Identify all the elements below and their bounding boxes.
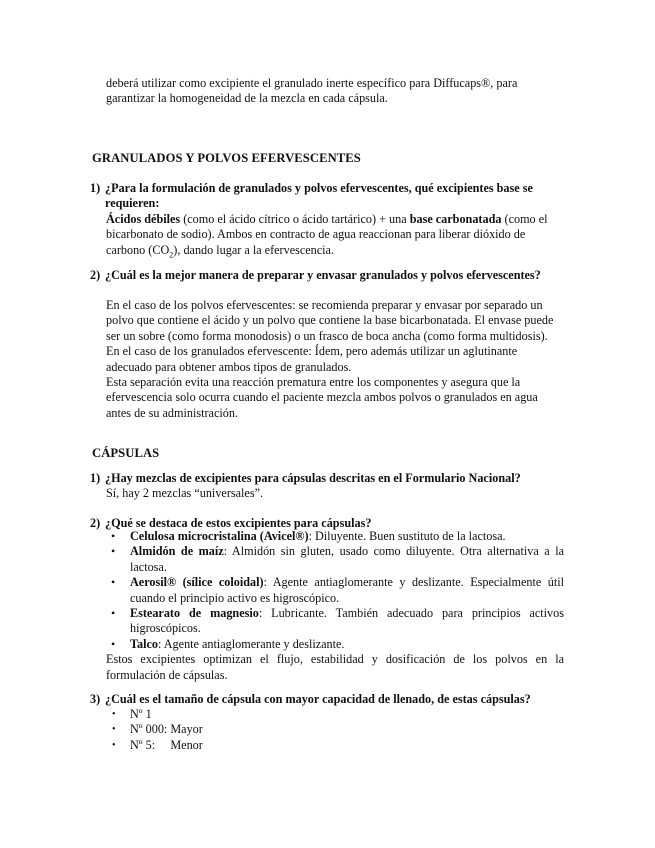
- question-number: 3): [90, 692, 101, 706]
- answer-text: (como el bicarbonato de sodio). Ambos en contracto de agua reaccionan para liberar dióxido de carbono (CO: [106, 212, 548, 257]
- size-label: Nº 000: Mayor: [130, 722, 203, 737]
- bold-term: Aerosil® (sílice coloidal): [130, 575, 264, 590]
- question-number: 2): [90, 516, 101, 530]
- bold-term: base carbonatada: [409, 212, 502, 226]
- excipient-list: [106, 529, 564, 652]
- list-item: [106, 738, 564, 753]
- bold-term: Almidón de maíz: [130, 544, 224, 559]
- bold-term: Celulosa microcristalina (Avicel®): [130, 529, 309, 543]
- item-desc: : Diluyente. Buen sustituto de la lactosa.: [308, 529, 506, 543]
- section-title-efervescentes: GRANULADOS Y POLVOS EFERVESCENTES: [92, 151, 361, 165]
- answer-2-efervescentes: [106, 298, 564, 421]
- subscript: 2: [169, 250, 174, 260]
- list-item: [106, 707, 564, 722]
- bold-term: Ácidos débiles: [106, 212, 181, 226]
- bullet: •: [112, 709, 116, 720]
- question-3-capsulas: [90, 692, 560, 707]
- item-desc: : Lubricante. También adecuado para principios activos higroscópicos.: [130, 606, 564, 636]
- question-text: ¿Cuál es el tamaño de cápsula con mayor capacidad de llenado, de estas cápsulas?: [105, 692, 531, 706]
- list-item: [106, 637, 564, 652]
- question-text: ¿Cuál es la mejor manera de preparar y envasar granulados y polvos efervescentes?: [105, 268, 541, 282]
- size-label: Nº 5: Menor: [130, 737, 203, 752]
- bullet: •: [111, 606, 116, 621]
- section-title-capsulas: CÁPSULAS: [92, 446, 160, 460]
- item-desc: : Agente antiaglomerante y deslizante.: [158, 636, 345, 651]
- bullet: •: [111, 544, 116, 559]
- answer-2-capsulas: [106, 529, 564, 683]
- list-item: [106, 722, 564, 737]
- closing-paragraph: Estos excipientes optimizan el flujo, estabilidad y dosificación de los polvos en la formulación de cápsulas.: [106, 652, 564, 682]
- item-desc: : Almidón sin gluten, usado como diluyente. Otra alternativa a la lactosa.: [130, 544, 565, 574]
- bold-term: Estearato de magnesio: [130, 606, 259, 621]
- bullet: •: [111, 636, 116, 651]
- size-label: Nº 1: [130, 707, 152, 721]
- list-item: [106, 544, 564, 575]
- item-desc: : Agente antiaglomerante y deslizante. Especialmente útil cuando el principio activo es higroscópico.: [130, 575, 565, 605]
- list-item: [106, 606, 564, 637]
- question-1-capsulas: [90, 471, 560, 486]
- question-text: ¿Para la formulación de granulados y polvos efervescentes, qué excipientes base se requieren:: [105, 181, 533, 211]
- answer-1-efervescentes: [106, 212, 564, 258]
- list-item: [106, 575, 564, 606]
- question-text: ¿Hay mezclas de excipientes para cápsulas descritas en el Formulario Nacional?: [105, 471, 521, 485]
- answer-paragraph: En el caso de los granulados efervescente: Ídem, pero además utilizar un aglutinante adecuado para obtener ambos tipos de granulados.: [106, 344, 518, 374]
- bullet: •: [112, 739, 116, 751]
- question-number: 1): [90, 471, 101, 485]
- answer-paragraph: Esta separación evita una reacción prematura entre los componentes y asegura que la efervescencia solo ocurra cuando el paciente mezcla ambos polvos o granulados en agua antes de su administración.: [106, 375, 538, 420]
- list-item: [106, 529, 564, 544]
- question-2-efervescentes: [90, 268, 560, 283]
- bold-term: Talco: [130, 636, 158, 651]
- capsule-size-list: [106, 707, 564, 753]
- question-1-efervescentes: [90, 181, 560, 212]
- answer-3-capsulas: [106, 707, 564, 753]
- question-number: 2): [90, 268, 101, 282]
- answer-paragraph: En el caso de los polvos efervescentes: se recomienda preparar y envasar por separado un polvo que contiene el ácido y un polvo que contiene la base bicarbonatada. El envase puede ser un sobre (como forma monodosis) o un frasco de boca ancha (como forma multidosis).: [106, 298, 554, 343]
- answer-1-capsulas: Sí, hay 2 mezclas “universales”.: [106, 486, 264, 500]
- intro-paragraph: deberá utilizar como excipiente el granulado inerte específico para Diffucaps®, para garantizar la homogeneidad de la mezcla en cada cápsula.: [106, 76, 518, 106]
- question-text: ¿Qué se destaca de estos excipientes para cápsulas?: [105, 516, 372, 530]
- bullet: •: [111, 529, 116, 543]
- answer-text: ), dando lugar a la efervescencia.: [173, 242, 335, 257]
- question-number: 1): [90, 181, 101, 195]
- bullet: •: [112, 724, 116, 736]
- answer-text: (como el ácido cítrico o ácido tartárico) + una: [180, 212, 410, 226]
- bullet: •: [111, 575, 116, 590]
